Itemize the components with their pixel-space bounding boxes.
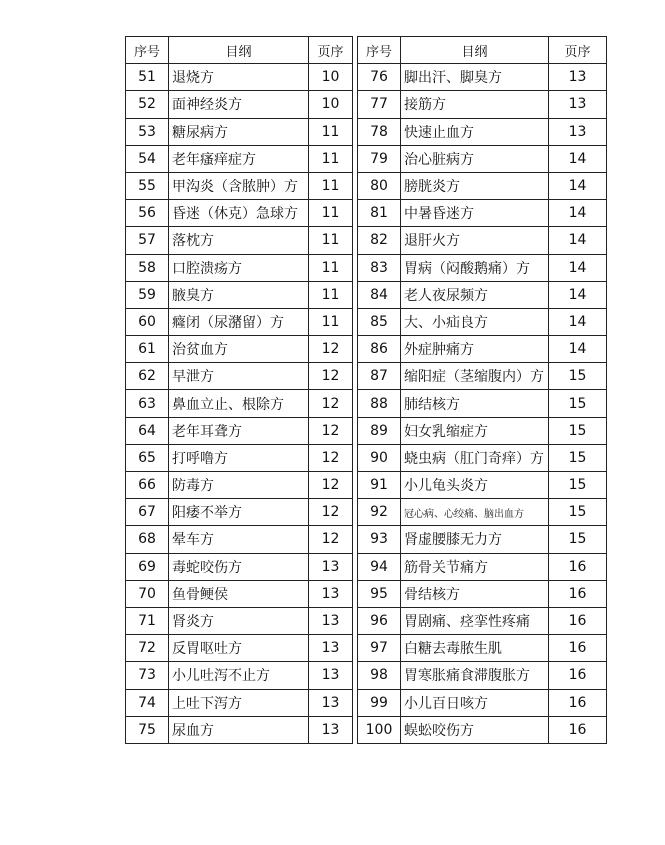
entry-number: 52 [126,91,169,118]
entry-title: 退烧方 [169,64,309,91]
entry-page: 12 [309,417,353,444]
entry-title: 筋骨关节痛方 [401,553,549,580]
entry-title: 蜈蚣咬伤方 [401,716,549,743]
header-name: 目纲 [401,37,549,64]
table-row [358,689,607,716]
entry-title: 快速止血方 [401,118,549,145]
entry-page: 14 [549,227,607,254]
entry-page: 12 [309,336,353,363]
table-row [126,607,353,634]
table-row [126,526,353,553]
entry-number: 79 [358,145,401,172]
entry-title: 尿血方 [169,716,309,743]
table-row [126,145,353,172]
entry-number: 98 [358,662,401,689]
table-row [126,118,353,145]
entry-page: 14 [549,254,607,281]
index-table-left [125,36,353,744]
entry-title: 口腔溃疡方 [169,254,309,281]
entry-number: 72 [126,635,169,662]
table-row [126,390,353,417]
entry-number: 90 [358,444,401,471]
entry-title: 防毒方 [169,472,309,499]
entry-number: 77 [358,91,401,118]
entry-page: 11 [309,200,353,227]
entry-number: 58 [126,254,169,281]
table-row [358,281,607,308]
entry-page: 12 [309,444,353,471]
entry-number: 71 [126,607,169,634]
entry-number: 66 [126,472,169,499]
entry-number: 60 [126,308,169,335]
entry-number: 80 [358,172,401,199]
header-row [126,37,353,64]
entry-title: 老年瘙痒症方 [169,145,309,172]
table-row [126,64,353,91]
entry-number: 53 [126,118,169,145]
entry-title: 昏迷（休克）急球方 [169,200,309,227]
table-row [126,200,353,227]
table-row [126,499,353,526]
table-row [358,363,607,390]
entry-number: 55 [126,172,169,199]
entry-number: 100 [358,716,401,743]
entry-page: 12 [309,363,353,390]
entry-page: 13 [549,91,607,118]
header-page: 页序 [309,37,353,64]
entry-number: 94 [358,553,401,580]
entry-number: 63 [126,390,169,417]
entry-title: 腋臭方 [169,281,309,308]
table-row [358,662,607,689]
entry-number: 64 [126,417,169,444]
table-row [126,417,353,444]
entry-page: 10 [309,64,353,91]
entry-title: 小儿吐泻不止方 [169,662,309,689]
entry-title: 冠心病、心绞痛、脑出血方 [401,499,549,526]
entry-title: 老人夜尿频方 [401,281,549,308]
entry-title: 缩阳症（茎缩腹内）方 [401,363,549,390]
entry-number: 57 [126,227,169,254]
entry-title: 接筋方 [401,91,549,118]
entry-title: 阳痿不举方 [169,499,309,526]
table-row [126,254,353,281]
entry-page: 12 [309,526,353,553]
entry-page: 16 [549,580,607,607]
entry-page: 14 [549,172,607,199]
entry-title: 早泄方 [169,363,309,390]
entry-page: 13 [309,689,353,716]
entry-page: 11 [309,118,353,145]
table-row [358,716,607,743]
entry-title: 退肝火方 [401,227,549,254]
entry-page: 13 [309,580,353,607]
entry-page: 14 [549,281,607,308]
entry-title: 反胃呕吐方 [169,635,309,662]
entry-page: 11 [309,172,353,199]
entry-title: 白糖去毒脓生肌 [401,635,549,662]
entry-title: 妇女乳缩症方 [401,417,549,444]
table-row [358,172,607,199]
entry-number: 75 [126,716,169,743]
table-row [126,472,353,499]
entry-page: 11 [309,281,353,308]
entry-page: 12 [309,390,353,417]
entry-page: 15 [549,390,607,417]
table-row [126,363,353,390]
entry-page: 13 [309,662,353,689]
entry-number: 92 [358,499,401,526]
entry-title: 鼻血立止、根除方 [169,390,309,417]
entry-number: 83 [358,254,401,281]
entry-title: 糖尿病方 [169,118,309,145]
table-row [126,689,353,716]
entry-title: 毒蛇咬伤方 [169,553,309,580]
entry-number: 81 [358,200,401,227]
entry-number: 69 [126,553,169,580]
entry-number: 89 [358,417,401,444]
entry-number: 67 [126,499,169,526]
entry-title: 鱼骨鲠侯 [169,580,309,607]
entry-number: 76 [358,64,401,91]
table-row [126,308,353,335]
entry-page: 15 [549,499,607,526]
table-row [358,580,607,607]
entry-title: 胃剧痛、痉挛性疼痛 [401,607,549,634]
index-table-right [357,36,607,744]
table-row [126,172,353,199]
entry-number: 73 [126,662,169,689]
table-row [126,336,353,363]
entry-number: 99 [358,689,401,716]
entry-title: 胃寒胀痛食滞腹胀方 [401,662,549,689]
entry-page: 12 [309,499,353,526]
entry-number: 88 [358,390,401,417]
entry-page: 13 [309,553,353,580]
entry-number: 91 [358,472,401,499]
table-row [358,200,607,227]
entry-title: 中暑昏迷方 [401,200,549,227]
entry-number: 96 [358,607,401,634]
entry-number: 65 [126,444,169,471]
entry-page: 15 [549,417,607,444]
right-table-body [358,64,607,744]
table-row [126,662,353,689]
table-row [358,227,607,254]
entry-page: 13 [309,607,353,634]
entry-page: 16 [549,635,607,662]
entry-title: 治贫血方 [169,336,309,363]
table-row [358,390,607,417]
table-row [126,553,353,580]
entry-page: 14 [549,145,607,172]
table-row [126,635,353,662]
table-row [358,336,607,363]
entry-title: 肾虚腰膝无力方 [401,526,549,553]
entry-page: 14 [549,336,607,363]
table-row [358,254,607,281]
entry-number: 87 [358,363,401,390]
entry-page: 13 [549,64,607,91]
table-row [358,635,607,662]
entry-page: 16 [549,689,607,716]
entry-page: 13 [549,118,607,145]
entry-page: 11 [309,308,353,335]
entry-page: 13 [309,716,353,743]
table-row [358,417,607,444]
entry-page: 15 [549,472,607,499]
entry-title: 癃闭（尿潴留）方 [169,308,309,335]
entry-number: 86 [358,336,401,363]
entry-number: 97 [358,635,401,662]
header-name: 目纲 [169,37,309,64]
left-table-body [126,64,353,744]
entry-page: 11 [309,254,353,281]
table-row [358,64,607,91]
entry-number: 51 [126,64,169,91]
entry-title: 面神经炎方 [169,91,309,118]
table-row [126,281,353,308]
entry-title: 膀胱炎方 [401,172,549,199]
entry-number: 85 [358,308,401,335]
entry-number: 93 [358,526,401,553]
table-row [358,472,607,499]
entry-title: 治心脏病方 [401,145,549,172]
entry-page: 11 [309,145,353,172]
table-row [358,499,607,526]
table-row [358,553,607,580]
table-row [358,526,607,553]
entry-title: 蛲虫病（肛门奇痒）方 [401,444,549,471]
entry-number: 84 [358,281,401,308]
entry-title: 肾炎方 [169,607,309,634]
entry-title: 上吐下泻方 [169,689,309,716]
entry-title: 脚出汗、脚臭方 [401,64,549,91]
entry-number: 54 [126,145,169,172]
entry-number: 78 [358,118,401,145]
entry-title: 小儿龟头炎方 [401,472,549,499]
entry-title: 骨结核方 [401,580,549,607]
table-row [126,444,353,471]
entry-number: 95 [358,580,401,607]
entry-number: 61 [126,336,169,363]
entry-page: 11 [309,227,353,254]
table-row [358,444,607,471]
entry-title: 晕车方 [169,526,309,553]
entry-number: 68 [126,526,169,553]
entry-number: 74 [126,689,169,716]
entry-title: 胃病（闷酸鹅痛）方 [401,254,549,281]
table-row [126,716,353,743]
entry-title: 甲沟炎（含脓肿）方 [169,172,309,199]
header-num: 序号 [126,37,169,64]
entry-number: 62 [126,363,169,390]
entry-title: 外症肿痛方 [401,336,549,363]
entry-title: 肺结核方 [401,390,549,417]
entry-number: 56 [126,200,169,227]
entry-page: 14 [549,308,607,335]
table-row [126,580,353,607]
table-row [358,145,607,172]
table-row [358,118,607,145]
entry-page: 16 [549,553,607,580]
entry-page: 10 [309,91,353,118]
entry-page: 16 [549,662,607,689]
entry-title: 落枕方 [169,227,309,254]
header-page: 页序 [549,37,607,64]
table-row [358,91,607,118]
header-num: 序号 [358,37,401,64]
entry-page: 15 [549,444,607,471]
entry-number: 70 [126,580,169,607]
entry-title: 大、小疝良方 [401,308,549,335]
entry-page: 13 [309,635,353,662]
entry-number: 82 [358,227,401,254]
entry-title: 小儿百日咳方 [401,689,549,716]
entry-page: 16 [549,607,607,634]
entry-title: 打呼噜方 [169,444,309,471]
entry-page: 14 [549,200,607,227]
entry-number: 59 [126,281,169,308]
entry-page: 15 [549,526,607,553]
table-row [358,308,607,335]
entry-page: 15 [549,363,607,390]
table-row [126,227,353,254]
entry-page: 12 [309,472,353,499]
entry-title: 老年耳聋方 [169,417,309,444]
entry-page: 16 [549,716,607,743]
table-row [126,91,353,118]
table-row [358,607,607,634]
header-row [358,37,607,64]
